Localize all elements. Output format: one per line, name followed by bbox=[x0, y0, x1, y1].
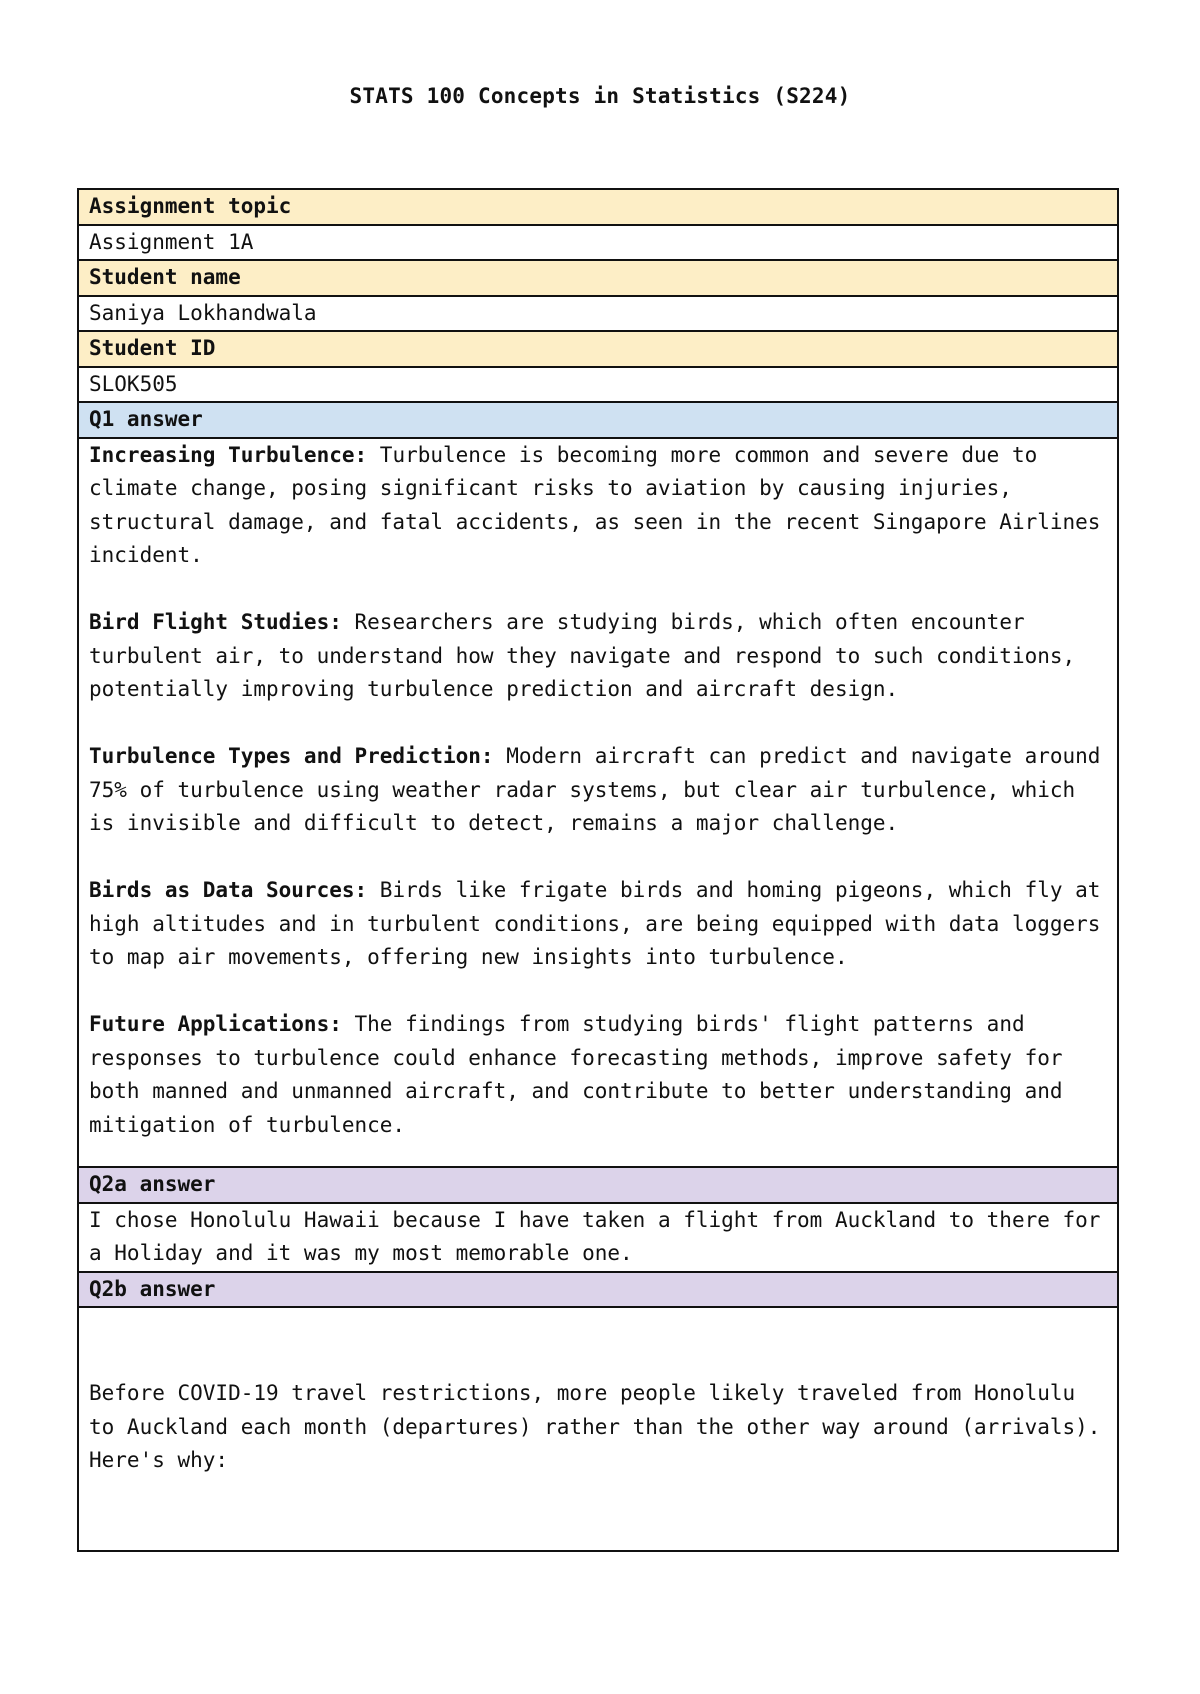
student-name-value: Saniya Lokhandwala bbox=[79, 297, 1117, 333]
student-id-value: SLOK505 bbox=[79, 368, 1117, 404]
q1-paragraph-text: Modern aircraft can predict and navigate around 75% of turbulence using weather radar systems, but clear air turbulence, which is invisible and difficult to detect, remains a major challenge. bbox=[89, 744, 1101, 835]
q2a-answer-body: I chose Honolulu Hawaii because I have taken a flight from Auckland to there for a Holiday and it was my most memorable one. bbox=[79, 1204, 1117, 1273]
q1-paragraph-heading: Birds as Data Sources: bbox=[89, 878, 368, 902]
q1-paragraph bbox=[89, 1008, 1107, 1142]
q1-paragraph-text: The findings from studying birds' flight patterns and responses to turbulence could enhance forecasting methods, improve safety for both manned and unmanned aircraft, and contribute to better understanding and mitigation of turbulence. bbox=[89, 1012, 1063, 1137]
q1-paragraph-text: Researchers are studying birds, which often encounter turbulent air, to understand how they navigate and respond to such conditions, potentially improving turbulence prediction and aircraft design. bbox=[89, 610, 1076, 701]
student-id-label: Student ID bbox=[79, 332, 1117, 368]
q1-paragraph-heading: Increasing Turbulence: bbox=[89, 442, 368, 467]
q2b-answer-body bbox=[79, 1308, 1117, 1550]
assignment-form bbox=[77, 188, 1119, 1552]
assignment-topic-value: Assignment 1A bbox=[79, 226, 1117, 262]
assignment-topic-label: Assignment topic bbox=[79, 190, 1117, 226]
q1-paragraph bbox=[89, 439, 1107, 573]
q1-paragraph-text: Birds like frigate birds and homing pigeons, which fly at high altitudes and in turbulent conditions, are being equipped with data loggers to map air movements, offering new insights into turbulence. bbox=[89, 878, 1101, 969]
q2b-answer-label: Q2b answer bbox=[79, 1273, 1117, 1309]
q1-paragraph bbox=[89, 740, 1107, 841]
q1-paragraph-text: Turbulence is becoming more common and severe due to climate change, posing significant risks to aviation by causing injuries, structural damage, and fatal accidents, as seen in the recent Singapore Airlines incident. bbox=[89, 442, 1101, 567]
document-title: STATS 100 Concepts in Statistics (S224) bbox=[349, 84, 851, 108]
q1-paragraph bbox=[89, 606, 1107, 707]
q1-paragraph-heading: Future Applications: bbox=[89, 1012, 342, 1036]
q1-answer-body bbox=[79, 439, 1117, 1169]
student-name-label: Student name bbox=[79, 261, 1117, 297]
q2b-answer-text: Before COVID-19 travel restrictions, more people likely traveled from Honolulu to Auckland each month (departures) rather than the other way around (arrivals). Here's why: bbox=[89, 1381, 1101, 1472]
q1-paragraph bbox=[89, 874, 1107, 975]
q1-answer-label: Q1 answer bbox=[79, 403, 1117, 439]
q2a-answer-label: Q2a answer bbox=[79, 1168, 1117, 1204]
q1-paragraph-heading: Turbulence Types and Prediction: bbox=[89, 744, 494, 768]
q1-paragraph-heading: Bird Flight Studies: bbox=[89, 610, 342, 634]
